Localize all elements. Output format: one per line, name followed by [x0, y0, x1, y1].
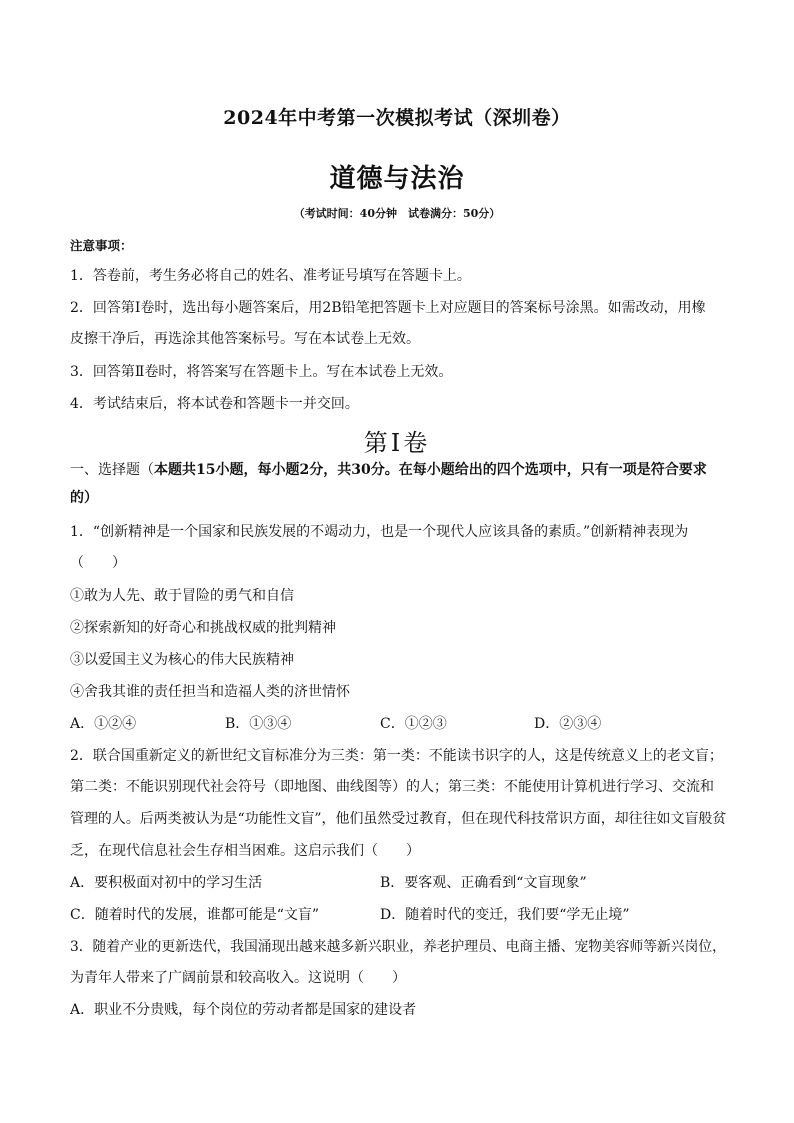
section-instruction — [70, 460, 707, 480]
q1-item-2: ②探索新知的好奇心和挑战权威的批判精神 — [70, 620, 336, 636]
q2-option-a: A．要积极面对初中的学习生活 — [70, 875, 263, 891]
exam-title: 2024年中考第一次模拟考试（深圳卷） — [223, 107, 571, 129]
instruction-bold: 本题共15小题，每小题2分，共30分。在每小题给出的四个选项中，只有一项是符合要求 — [154, 462, 707, 478]
q1-stem: 1．“创新精神是一个国家和民族发展的不竭动力，也是一个现代人应该具备的素质。”创新精神表现为 — [70, 524, 689, 540]
q3-stem-line-2: 为青年人带来了广阔前景和较高收入。这说明（ ） — [70, 970, 406, 986]
exam-info: （考试时间：40分钟 试卷满分：50分） — [293, 207, 501, 220]
note-item-1: 1．答卷前，考生务必将自己的姓名、准考证号填写在答题卡上。 — [70, 268, 471, 284]
q2-stem-line-3: 管理的人。后两类被认为是“功能性文盲”，他们虽然受过教育，但在现代科技常识方面，却往往如文盲般贫 — [70, 811, 727, 827]
q1-stem-blank: （ ） — [70, 555, 126, 571]
note-item-3: 3．回答第Ⅱ卷时，将答案写在答题卡上。写在本试卷上无效。 — [70, 364, 453, 380]
notes-heading: 注意事项： — [70, 238, 133, 253]
q2-option-c: C．随着时代的发展，谁都可能是“文盲” — [70, 907, 320, 923]
q1-option-d: D．②③④ — [534, 716, 602, 732]
note-item-2: 2．回答第Ⅰ卷时，选出每小题答案后，用2B铅笔把答题卡上对应题目的答案标号涂黑。如需改动，用橡 — [70, 300, 706, 316]
q3-option-a: A．职业不分贵贱，每个岗位的劳动者都是国家的建设者 — [70, 1002, 417, 1018]
q1-option-a: A．①②④ — [70, 716, 137, 732]
subject-title: 道德与法治 — [329, 164, 465, 194]
q2-option-d: D．随着时代的变迁，我们要“学无止境” — [380, 907, 630, 923]
q1-item-3: ③以爱国主义为核心的伟大民族精神 — [70, 652, 294, 668]
q1-option-b: B．①③④ — [225, 716, 292, 732]
q2-stem-line-1: 2．联合国重新定义的新世纪文盲标准分为三类：第一类：不能读书识字的人，这是传统意义上的老文盲； — [70, 748, 723, 764]
note-item-4: 4．考试结束后，将本试卷和答题卡一并交回。 — [70, 396, 359, 412]
q1-item-1: ①敢为人先、敢于冒险的勇气和自信 — [70, 588, 294, 604]
q3-stem-line-1: 3．随着产业的更新迭代，我国涌现出越来越多新兴职业，养老护理员、电商主播、宠物美容师等新兴岗位， — [70, 939, 726, 955]
q2-stem-line-2: 第二类：不能识别现代社会符号（即地图、曲线图等）的人；第三类：不能使用计算机进行学习、交流和 — [70, 779, 714, 795]
section-instruction-cont: 的） — [70, 490, 98, 506]
instruction-prefix: 一、选择题（ — [70, 462, 154, 478]
q2-option-b: B．要客观、正确看到“文盲现象” — [380, 875, 587, 891]
q1-option-c: C．①②③ — [380, 716, 447, 732]
section-title: 第Ⅰ卷 — [363, 429, 431, 457]
note-item-2-cont: 皮擦干净后，再选涂其他答案标号。写在本试卷上无效。 — [70, 331, 420, 347]
q1-item-4: ④舍我其谁的责任担当和造福人类的济世情怀 — [70, 684, 350, 700]
q2-stem-line-4: 乏，在现代信息社会生存相当困难。这启示我们（ ） — [70, 843, 420, 859]
